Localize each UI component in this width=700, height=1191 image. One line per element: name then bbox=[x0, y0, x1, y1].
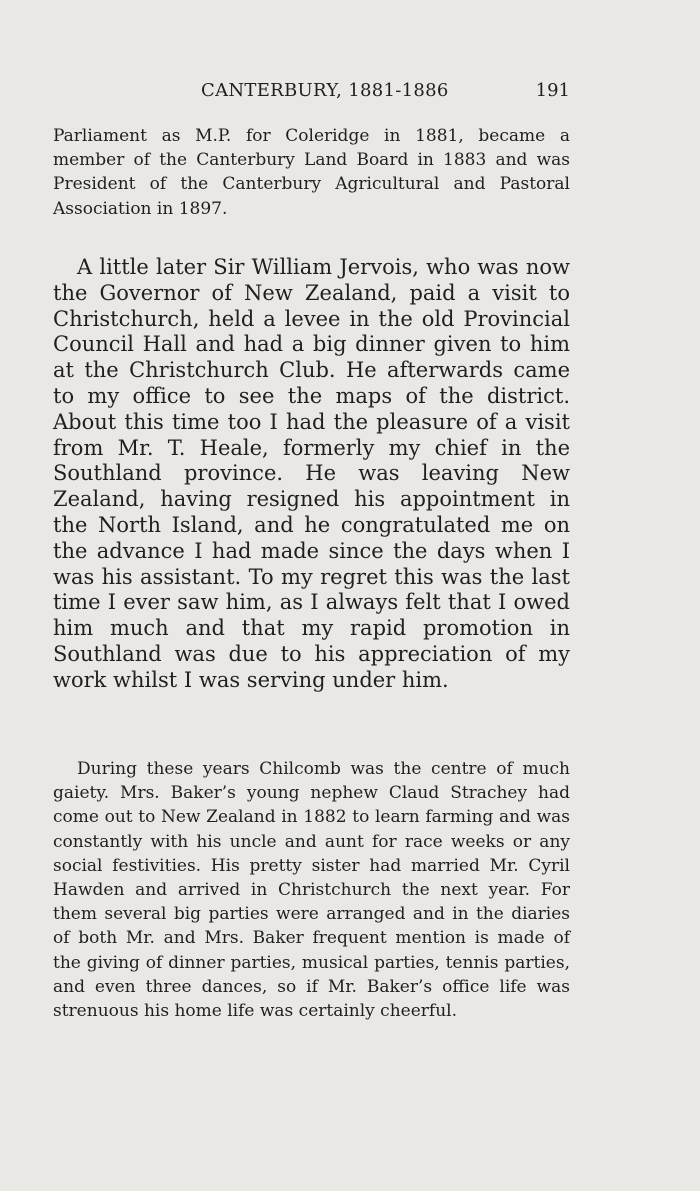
running-title: CANTERBURY, 1881-1886 bbox=[201, 80, 449, 101]
running-header bbox=[53, 80, 570, 108]
paragraph-chilcomb: During these years Chilcomb was the centre of much gaiety. Mrs. Baker’s young nephew Claud Strachey had come out to New Zealand in 1882 to learn farming and was constantly with his uncle and aunt for race weeks or any social festivities. His pretty sister had married Mr. Cyril Hawden and arrived in Christchurch the next year. For them several big parties were arranged and in the diaries of both Mr. and Mrs. Baker frequent mention is made of the giving of dinner parties, musical parties, tennis parties, and even three dances, so if Mr. Baker’s office life was strenuous his home life was certainly cheerful. bbox=[53, 759, 570, 1022]
paragraph-jervois-visit: A little later Sir William Jervois, who was now the Governor of New Zealand, paid a visit to Christchurch, held a levee in the old Provincial Council Hall and had a big dinner given to him at the Christchurch Club. He afterwards came to my office to see the maps of the district. About this time too I had the pleasure of a visit from Mr. T. Heale, formerly my chief in the Southland province. He was leaving New Zealand, having resigned his appointment in the North Island, and he congratulated me on the advance I had made since the days when I was his assistant. To my regret this was the last time I ever saw him, as I always felt that I owed him much and that my rapid promotion in Southland was due to his appreciation of my work whilst I was serving under him. bbox=[53, 255, 570, 692]
page-number: 191 bbox=[535, 80, 570, 101]
paragraph-continuation: Parliament as M.P. for Coleridge in 1881, became a member of the Canterbury Land Board in 1883 and was President of the Canterbury Agricultural and Pastoral Association in 1897. bbox=[53, 126, 570, 219]
